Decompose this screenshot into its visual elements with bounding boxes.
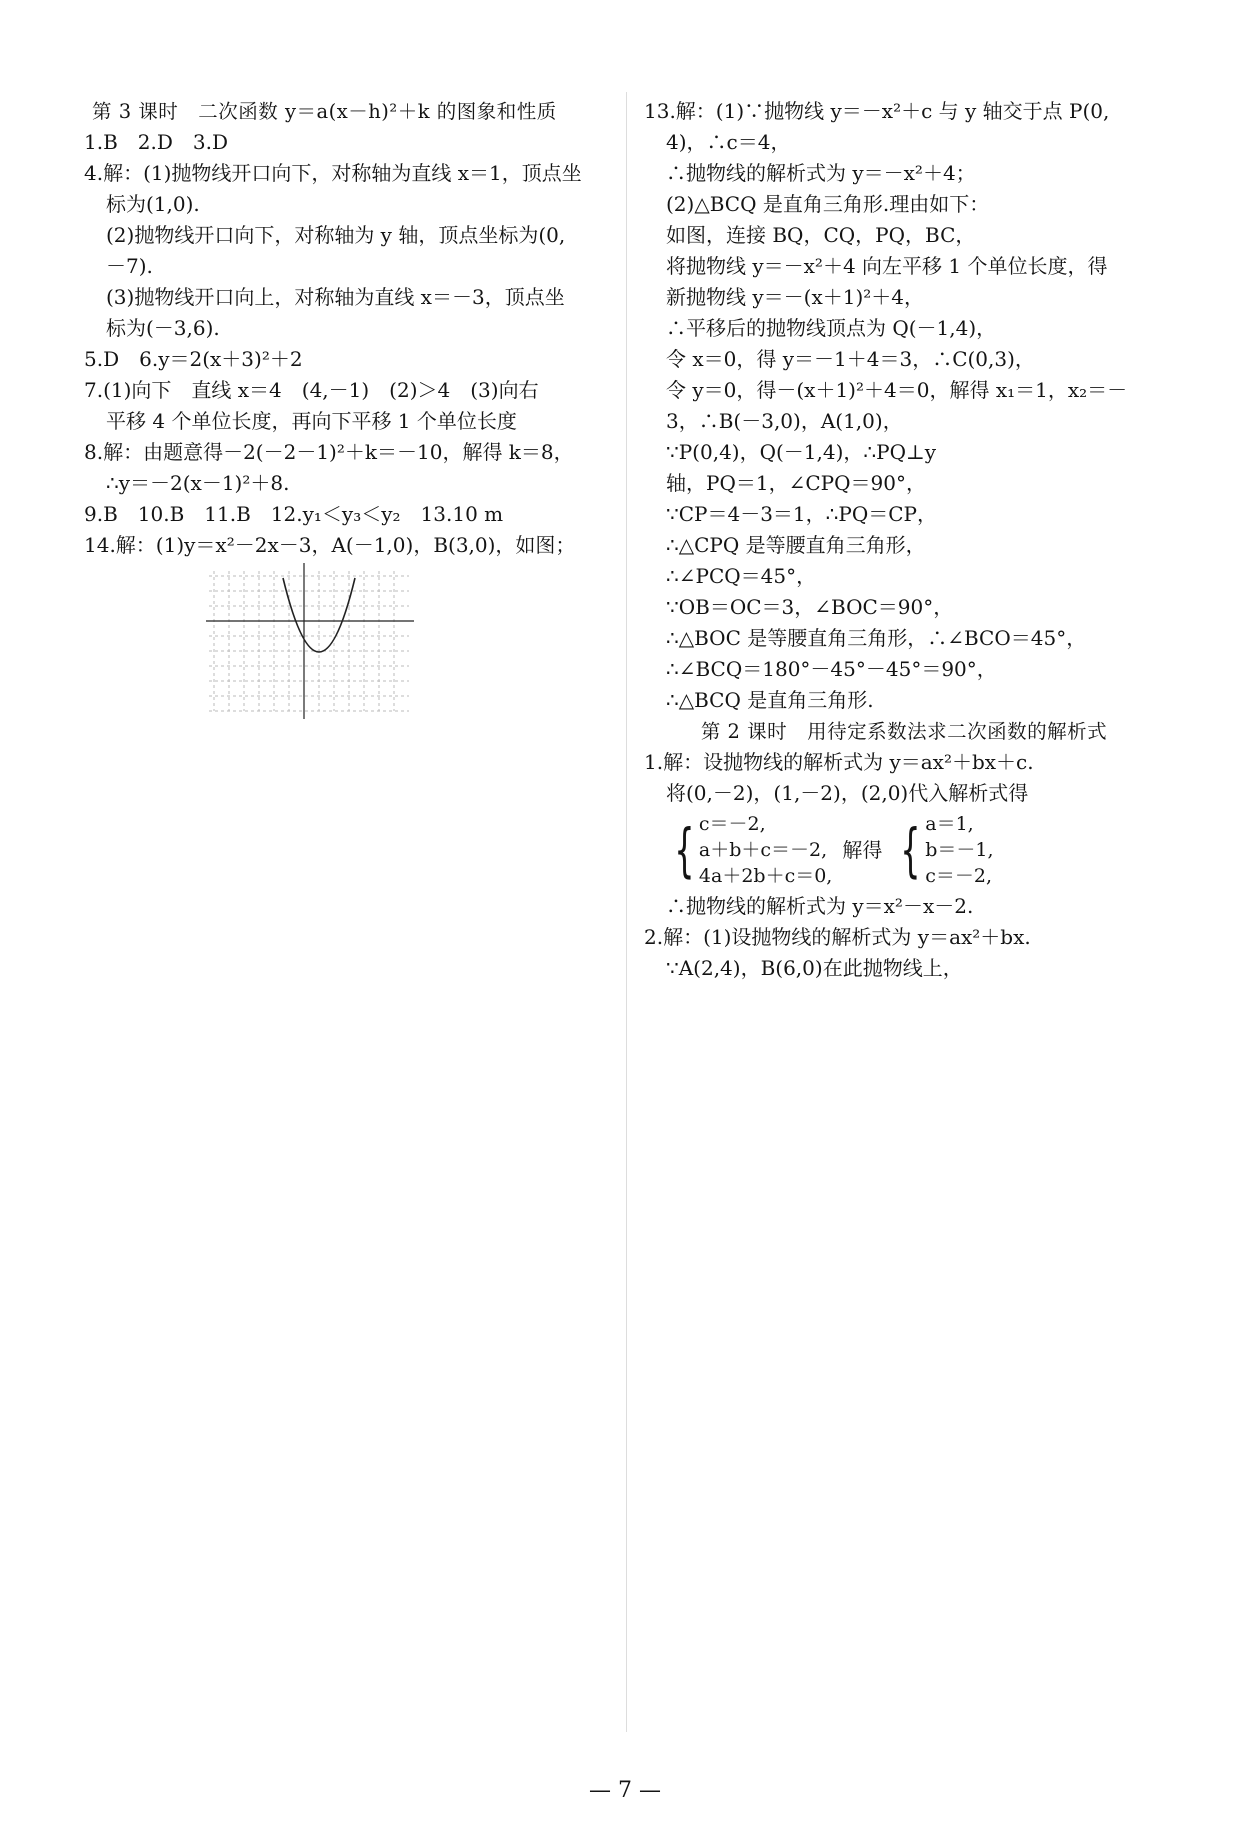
answer-line: 14.解：(1)y＝x²－2x－3，A(－1,0)，B(3,0)，如图； [84, 533, 576, 557]
system-row: b＝－1, [925, 839, 994, 861]
answer-line: ∵CP＝4－3＝1，∴PQ＝CP， [666, 502, 937, 526]
answer-line: (3)抛物线开口向上，对称轴为直线 x＝－3，顶点坐 [106, 285, 565, 309]
system-row: c＝－2, [925, 865, 993, 887]
answer-line: ∴y＝－2(x－1)²＋8. [106, 471, 290, 495]
answer-line: ∴抛物线的解析式为 y＝－x²＋4； [666, 161, 976, 185]
answer-line: ∴抛物线的解析式为 y＝x²－x－2. [666, 894, 974, 918]
answer-line: ∴△BCQ 是直角三角形. [666, 688, 874, 712]
lesson-heading: 第 2 课时 用待定系数法求二次函数的解析式 [700, 720, 1108, 743]
system-row: a＝1, [925, 813, 974, 835]
left-column [84, 96, 614, 721]
answer-line: 7.(1)向下 直线 x＝4 (4,－1) (2)＞4 (3)向右 [84, 378, 539, 402]
answer-line: －7). [106, 254, 153, 278]
answer-line: ∵A(2,4)，B(6,0)在此抛物线上， [666, 956, 963, 980]
system-row: c＝－2, [698, 813, 766, 835]
answer-line: 2.解：(1)设抛物线的解析式为 y＝ax²＋bx. [644, 925, 1031, 949]
system-row: a＋b＋c＝－2, [698, 839, 828, 861]
parabola-graph-14 [84, 561, 614, 721]
answer-line: ∴平移后的抛物线顶点为 Q(－1,4)， [666, 316, 997, 340]
graph-svg [204, 561, 424, 721]
answer-line: 新抛物线 y＝－(x＋1)²＋4， [666, 285, 925, 309]
answer-line: 1.解：设抛物线的解析式为 y＝ax²＋bx＋c. [644, 750, 1034, 774]
answer-line: 5.D 6.y＝2(x＋3)²＋2 [84, 347, 303, 371]
answer-line: ∴∠PCQ＝45°， [666, 564, 817, 588]
answer-line: (2)△BCQ 是直角三角形.理由如下： [666, 192, 990, 216]
column-divider [626, 92, 627, 1732]
answer-line: 8.解：由题意得－2(－2－1)²＋k＝－10，解得 k＝8， [84, 440, 574, 464]
answer-line: 3，∴B(－3,0)，A(1,0)， [666, 409, 903, 433]
answer-line: (2)抛物线开口向下，对称轴为 y 轴，顶点坐标为(0, [106, 223, 566, 247]
equation-system: { c＝－2, a＋b＋c＝－2, 4a＋2b＋c＝0, 解得 { a＝1, b＝－1, c＝－2, [674, 813, 994, 887]
answer-line: 轴，PQ＝1，∠CPQ＝90°， [666, 471, 926, 495]
answer-line: 标为(－3,6). [106, 316, 220, 340]
answer-line: ∴△BOC 是等腰直角三角形，∴∠BCO＝45°， [666, 626, 1087, 650]
answer-line: 13.解：(1)∵抛物线 y＝－x²＋c 与 y 轴交于点 P(0, [644, 99, 1110, 123]
answer-line: ∴∠BCQ＝180°－45°－45°＝90°， [666, 657, 997, 681]
answer-line: 4)，∴c＝4， [666, 130, 791, 154]
answer-line: 1.B 2.D 3.D [84, 130, 229, 154]
system-row: 4a＋2b＋c＝0, [698, 865, 833, 887]
page-number: — 7 — [589, 1778, 661, 1803]
answer-line: ∴△CPQ 是等腰直角三角形， [666, 533, 926, 557]
answer-line: 令 x＝0，得 y＝－1＋4＝3，∴C(0,3)， [666, 347, 1035, 371]
solve-word: 解得 [842, 837, 883, 862]
answer-line: 将抛物线 y＝－x²＋4 向左平移 1 个单位长度，得 [666, 254, 1108, 278]
answer-line: 如图，连接 BQ，CQ，PQ，BC， [666, 223, 976, 247]
answer-line: 将(0,－2)，(1,－2)，(2,0)代入解析式得 [666, 781, 1029, 805]
answer-line: 平移 4 个单位长度，再向下平移 1 个单位长度 [106, 409, 517, 433]
answer-line: ∵OB＝OC＝3，∠BOC＝90°， [666, 595, 954, 619]
answer-line: ∵P(0,4)，Q(－1,4)，∴PQ⊥y [666, 440, 937, 464]
answer-line: 9.B 10.B 11.B 12.y₁＜y₃＜y₂ 13.10 m [84, 502, 504, 526]
answer-line: 令 y＝0，得－(x＋1)²＋4＝0，解得 x₁＝1，x₂＝－ [666, 378, 1128, 402]
answer-line: 标为(1,0). [106, 192, 200, 216]
right-column [644, 96, 1164, 984]
lesson-heading: 第 3 课时 二次函数 y＝a(x－h)²＋k 的图象和性质 [92, 100, 557, 123]
answer-line: 4.解：(1)抛物线开口向下，对称轴为直线 x＝1，顶点坐 [84, 161, 582, 185]
